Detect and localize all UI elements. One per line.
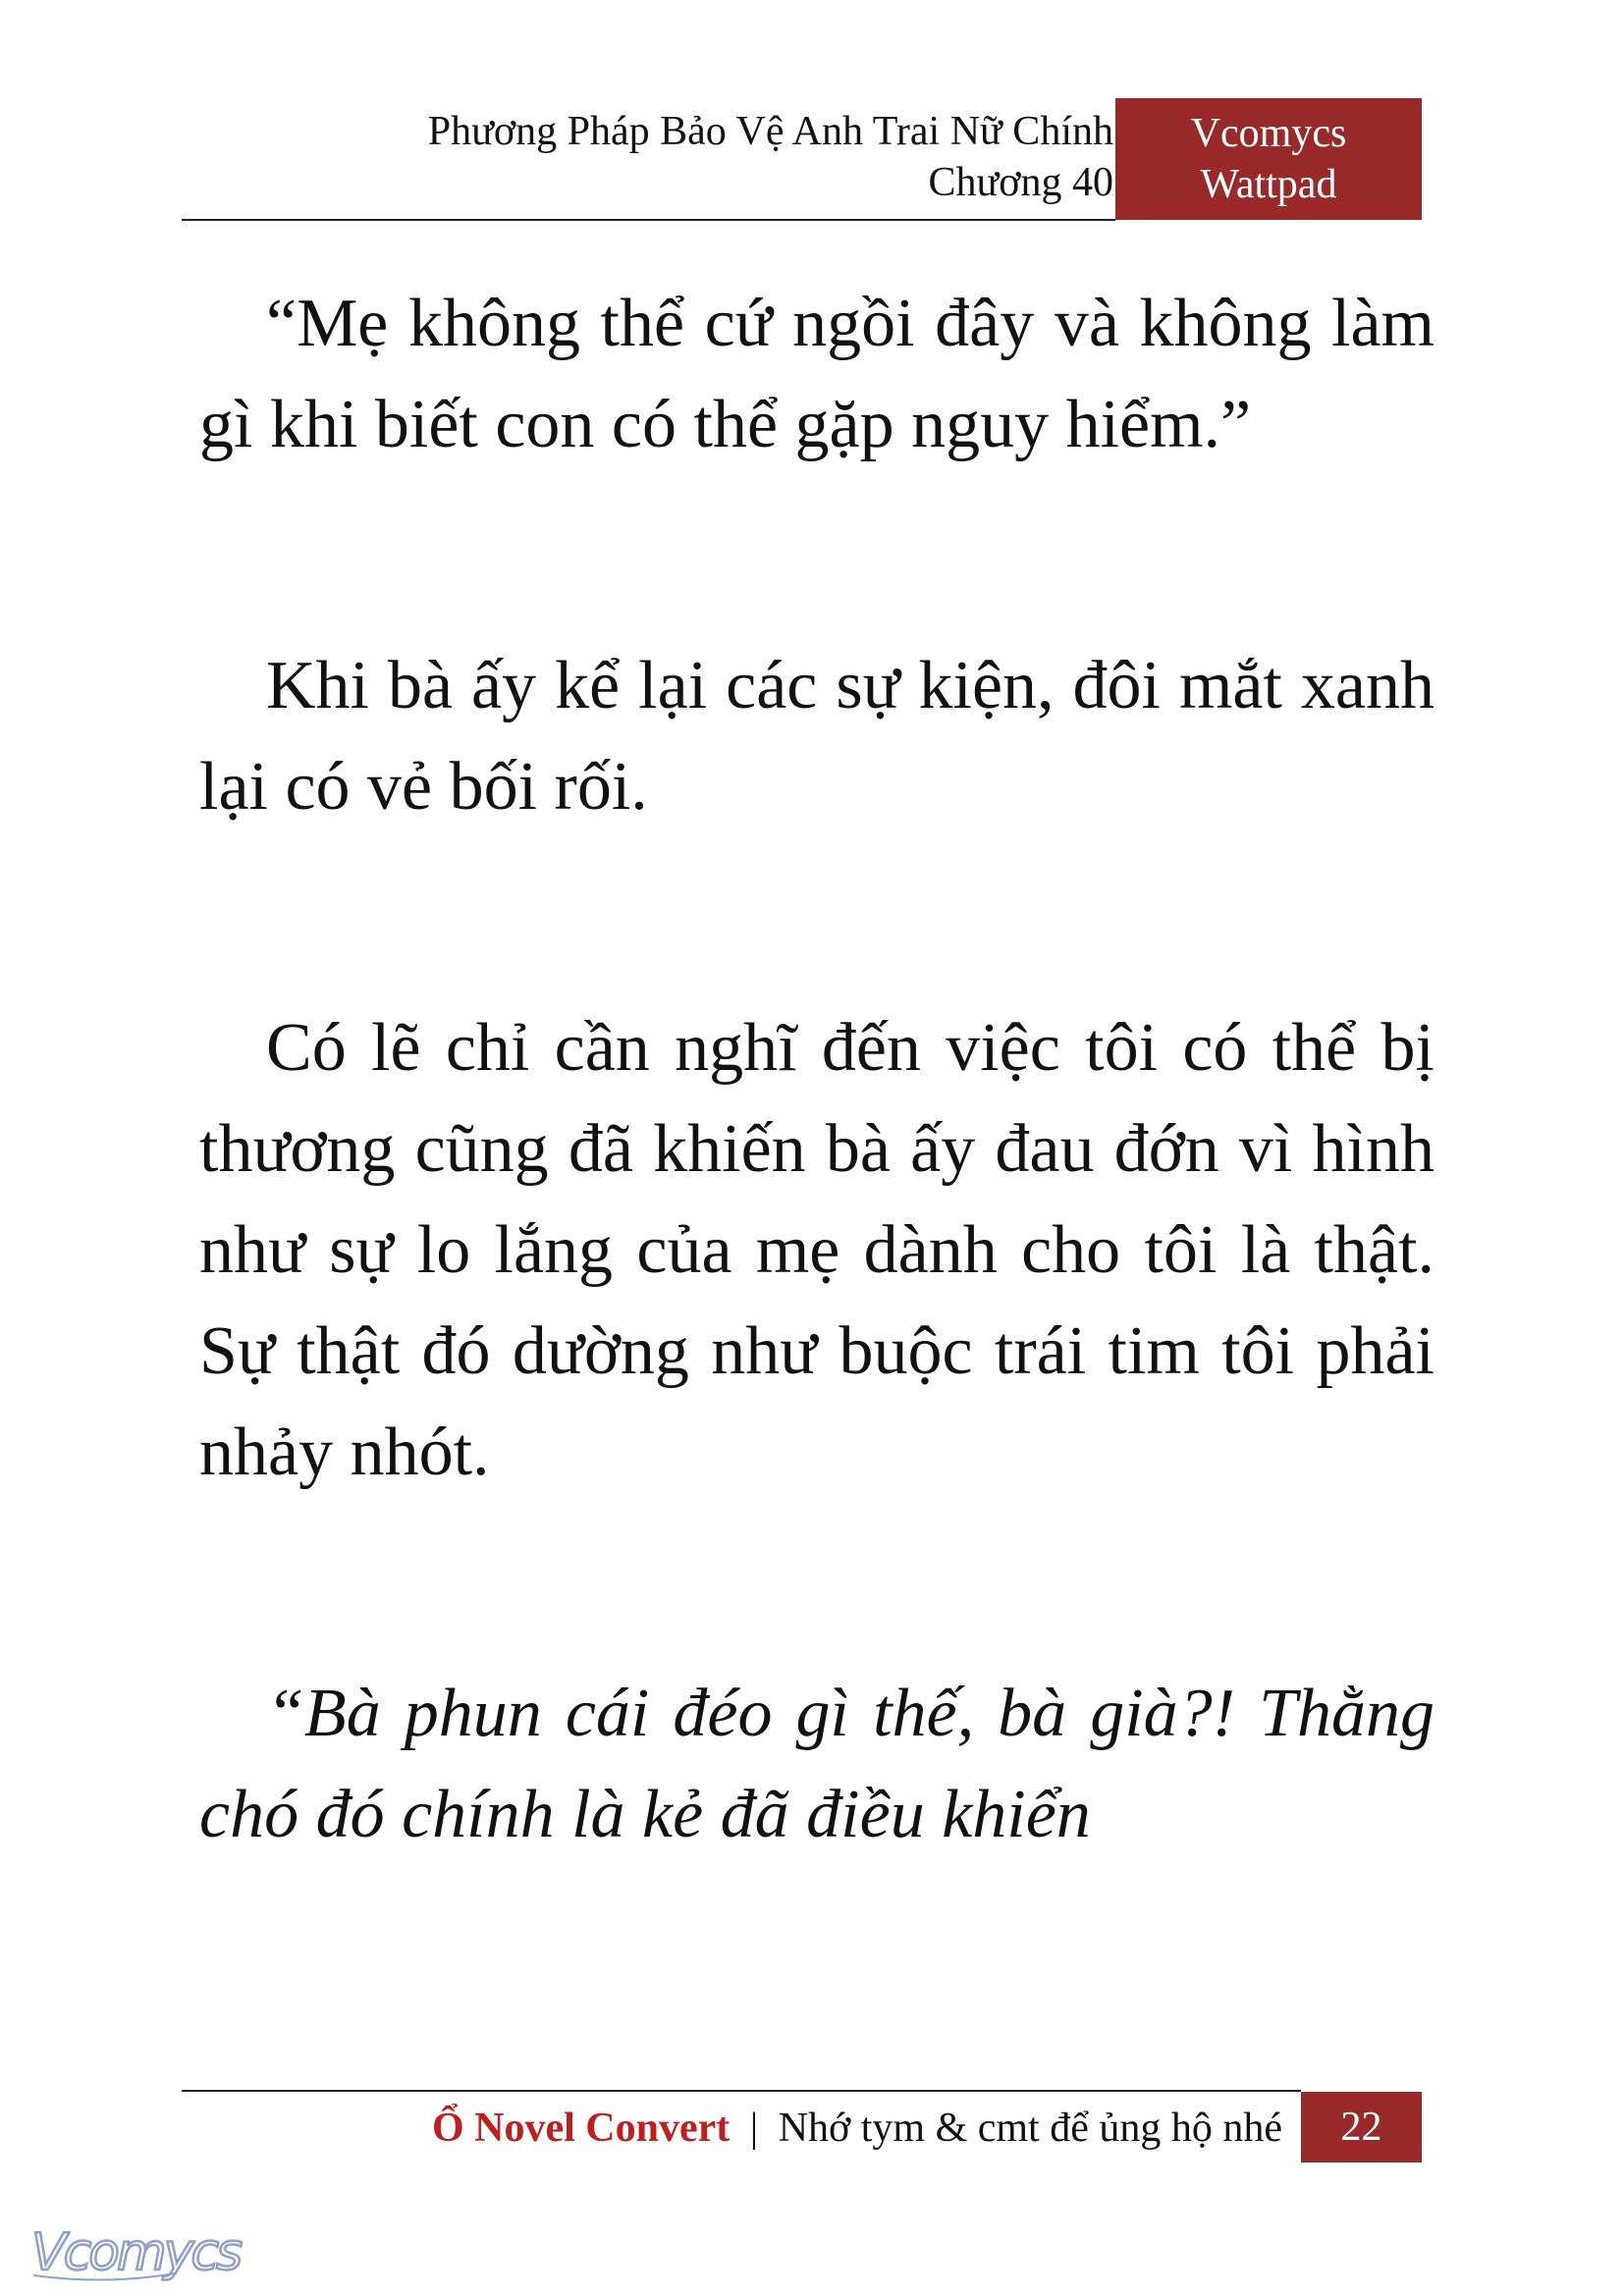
paragraph-2: Khi bà ấy kể lại các sự kiện, đôi mắt xanh lại có vẻ bối rối. (199, 648, 1435, 825)
footer-brand: Ổ Novel Convert (431, 2106, 731, 2151)
footer-message: Nhớ tym & cmt để ủng hộ nhé (778, 2106, 1282, 2151)
badge-line-1: Vcomycs (1190, 111, 1347, 156)
footer-divider (182, 2090, 1301, 2092)
header-divider (182, 219, 1115, 221)
source-badge (1115, 98, 1422, 220)
footer-text (432, 2101, 1282, 2156)
chapter-label: Chương 40 (928, 160, 1113, 205)
book-title: Phương Pháp Bảo Vệ Anh Trai Nữ Chính (427, 109, 1113, 154)
footer-separator: | (749, 2106, 759, 2151)
watermark-text: Vcomycs (31, 2223, 241, 2282)
running-header (428, 106, 1113, 208)
paragraph-1: “Mẹ không thể cứ ngồi đây và không làm gì khi biết con có thể gặp nguy hiểm.” (199, 286, 1435, 462)
badge-line-2: Wattpad (1200, 162, 1337, 207)
vcomycs-watermark-logo (27, 2216, 253, 2287)
paragraph-3: Có lẽ chỉ cần nghĩ đến việc tôi có thể bị thương cũng đã khiến bà ấy đau đớn vì hình như sự lo lắng của mẹ dành cho tôi là thật. Sự thật đó dường như buộc trái tim tôi phải nhảy nhót. (199, 1010, 1435, 1490)
page-number: 22 (1301, 2092, 1422, 2163)
page-content (199, 273, 1435, 1865)
paragraph-4: “Bà phun cái đéo gì thế, bà già?! Thằng chó đó chính là kẻ đã điều khiển (199, 1676, 1435, 1852)
